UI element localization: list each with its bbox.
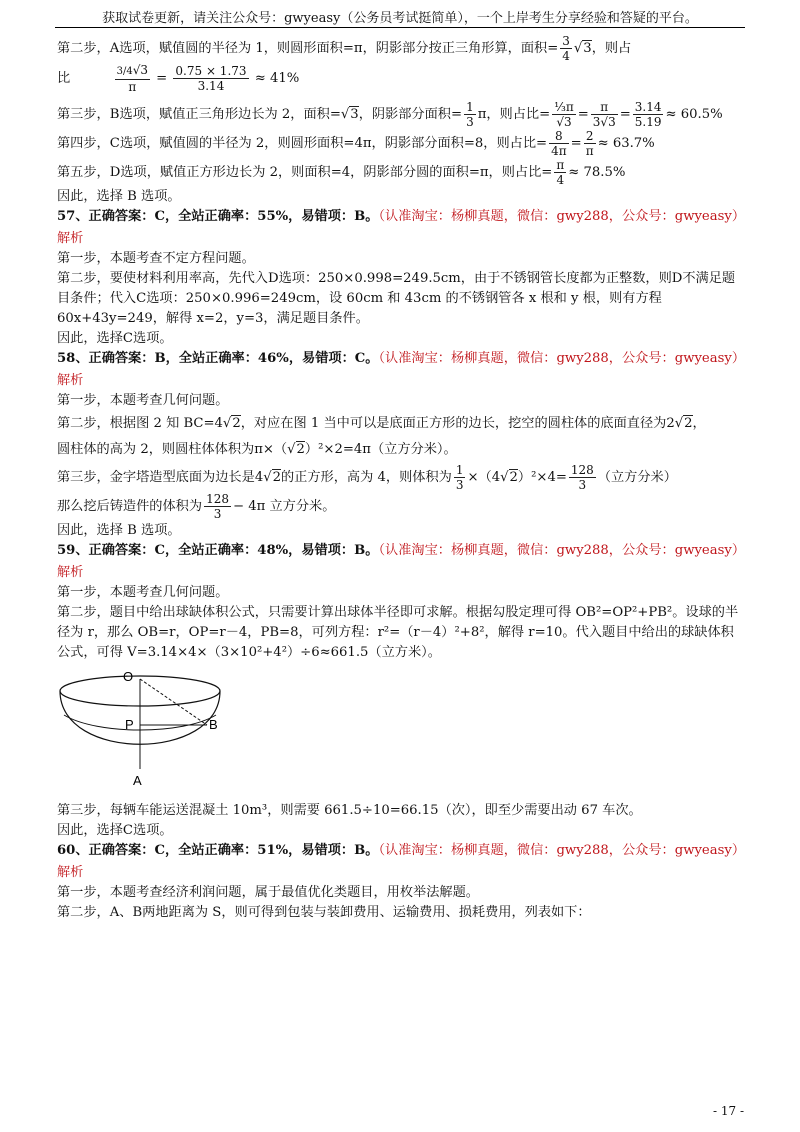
q57-conclusion: 因此，选择C选项。 (57, 331, 173, 346)
q58-step3: 第三步，金字塔造型底面为边长是4√2的正方形，高为 4，则体积为 $\frac{1}{3}$ ×（4√2）²×4= $\frac{128}{3}$ （立方分米） (57, 463, 677, 492)
q57-answer-line: 57、正确答案：C，全站正确率：55%，易错项：B。（认准淘宝：杨柳真题，微信：gwy288，公众号：gwyeasy） (57, 209, 746, 224)
q60-analysis-heading: 解析 (57, 865, 84, 880)
q59-answer-line: 59、正确答案：C，全站正确率：48%，易错项：B。（认准淘宝：杨柳真题，微信：gwy288，公众号：gwyeasy） (57, 543, 746, 558)
q60-step2: 第二步，A、B两地距离为 S，则可得到包装与装卸费用、运输费用、损耗费用，列表如下： (57, 905, 591, 920)
fraction: $\frac{2}{\pi}$ (585, 129, 594, 158)
fraction: $\frac{\pi}{3√3}$ (592, 100, 616, 129)
q58-answer-line: 58、正确答案：B，全站正确率：46%，易错项：C。（认准淘宝：杨柳真题，微信：gwy288，公众号：gwyeasy） (57, 351, 746, 366)
header-rule (55, 27, 745, 28)
q59-step3: 第三步，每辆车能运送混凝土 10m³，则需要 661.5÷10=66.15（次），即至少需要出动 67 车次。 (57, 803, 642, 818)
fraction: $\frac{0.75 \times 1.73}{3.14}$ (175, 64, 247, 93)
q59-step2: 第二步，题目中给出球缺体积公式，只需要计算出球体半径即可求解。根据勾股定理可得 OB²=OP²+PB²。设球的半径为 r，那么 OB=r，OP=r－4，PB=8，可列方程：r²=（r－4）²+8²，解得 r=10。代入题目中给出的球缺体积公式，可得 V=3.14×4×（3×10²+4²）÷6≈661.5（立方米）。 (57, 605, 739, 660)
fraction: $\frac{128}{3}$ (570, 463, 594, 492)
fraction: $\frac{8}{4\pi}$ (551, 129, 567, 158)
fraction: $\frac{\text{⅓π}}{√3}$ (554, 100, 574, 129)
q57-analysis-heading: 解析 (57, 231, 84, 246)
q58-step3-cont: 那么挖后铸造件的体积为 $\frac{128}{3}$ − 4π 立方分米。 (57, 492, 336, 521)
label-p: P (125, 717, 134, 732)
q56-step2-ratio: 比 $\frac{3/4√3}{\pi}$ = $\frac{0.75 \times 1.73}{3.14}$ ≈ 41% (57, 63, 300, 94)
fraction: $\frac{3.14}{5.19}$ (634, 100, 662, 129)
q60-step1: 第一步，本题考查经济利润问题，属于最值优化类题目，用枚举法解题。 (57, 885, 479, 900)
label-o: O (123, 669, 134, 684)
page-number: - 17 - (712, 1104, 744, 1118)
fraction: $\frac{\pi}{4}$ (556, 158, 565, 187)
q56-step2: 第二步，A选项，赋值圆的半径为 1，则圆形面积=π，阴影部分按正三角形算，面积= $\frac{3}{4}$ √3，则占 (57, 34, 632, 63)
q56-step5: 第五步，D选项，赋值正方形边长为 2，则面积=4，阴影部分圆的面积=π，则占比= $\frac{\pi}{4}$ ≈ 78.5% (57, 158, 626, 187)
q56-conclusion: 因此，选择 B 选项。 (57, 189, 181, 204)
q56-step3: 第三步，B选项，赋值正三角形边长为 2，面积=√3，阴影部分面积= $\frac{1}{3}$ π，则占比= $\frac{\text{⅓π}}{√3}$ = $\frac{\pi}{3√3}$ = $\frac{3.14}{5.19}$ ≈ 60.5% (57, 100, 723, 129)
document-body (57, 34, 747, 923)
q58-step2-cont: 圆柱体的高为 2，则圆柱体体积为π×（√2）²×2=4π（立方分米）。 (57, 442, 457, 457)
q57-step2: 第二步，要使材料利用率高，先代入D选项：250×0.998=249.5cm，由于不锈钢管长度都为正整数，则D不满足题目条件；代入C选项：250×0.996=249cm，设 60cm 和 43cm 的不锈钢管各 x 根和 y 根，则有方程 60x+43y=249，解得 x=2，y=3，满足题目条件。 (57, 271, 736, 326)
fraction: $\frac{3/4√3}{\pi}$ (116, 63, 148, 94)
page-header: 获取试卷更新，请关注公众号：gwyeasy（公务员考试挺简单），一个上岸考生分享经验和答疑的平台。 (102, 11, 698, 26)
bowl-diagram (57, 667, 237, 795)
q59-analysis-heading: 解析 (57, 565, 84, 580)
q59-conclusion: 因此，选择C选项。 (57, 823, 173, 838)
label-b: B (209, 717, 218, 732)
q58-step2: 第二步，根据图 2 知 BC=4√2，对应在图 1 当中可以是底面正方形的边长，挖空的圆柱体的底面直径为2√2， (57, 416, 706, 431)
fraction: $\frac{1}{3}$ (466, 100, 474, 129)
q59-step1: 第一步，本题考查几何问题。 (57, 585, 229, 600)
q58-conclusion: 因此，选择 B 选项。 (57, 523, 181, 538)
q60-answer-line: 60、正确答案：C，全站正确率：51%，易错项：B。（认准淘宝：杨柳真题，微信：gwy288，公众号：gwyeasy） (57, 843, 746, 858)
q57-step1: 第一步，本题考查不定方程问题。 (57, 251, 255, 266)
label-a: A (133, 773, 142, 788)
fraction: $\frac{1}{3}$ (455, 463, 464, 492)
fraction: $\frac{3}{4}$ (562, 34, 570, 63)
q56-step4: 第四步，C选项，赋值圆的半径为 2，则圆形面积=4π，阴影部分面积=8，则占比= $\frac{8}{4\pi}$ = $\frac{2}{\pi}$ ≈ 63.7% (57, 129, 655, 158)
fraction: $\frac{128}{3}$ (206, 492, 229, 521)
spherical-cap-figure (57, 667, 747, 795)
q58-analysis-heading: 解析 (57, 373, 84, 388)
q58-step1: 第一步，本题考查几何问题。 (57, 393, 229, 408)
